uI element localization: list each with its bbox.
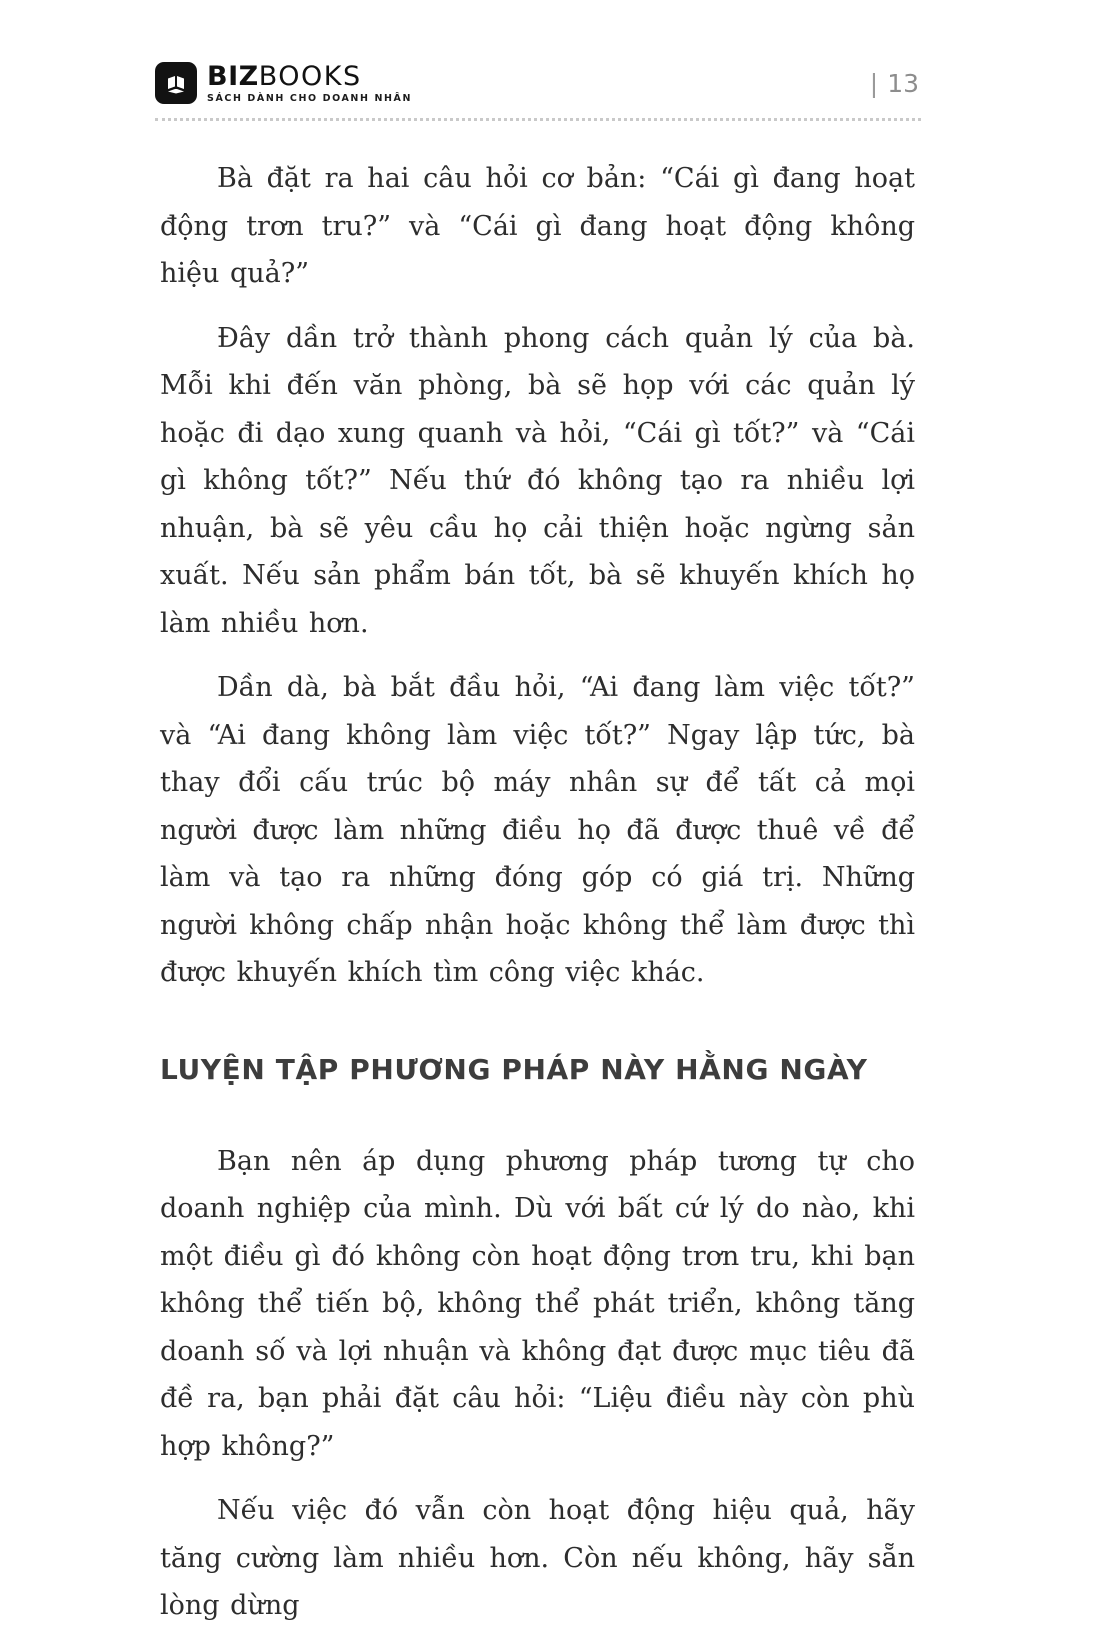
brand-text [207, 60, 413, 104]
paragraph: Bạn nên áp dụng phương pháp tương tự cho doanh nghiệp của mình. Dù với bất cứ lý do nào, khi một điều gì đó không còn hoạt động trơn tru, khi bạn không thể tiến bộ, không thể phát triển, không tăng doanh số và lợi nhuận và không đạt được mục tiêu đã đề ra, bạn phải đặt câu hỏi: “Liệu điều này còn phù hợp không?” [160, 1145, 915, 1462]
bizbooks-logo [155, 62, 412, 104]
section-heading: LUYỆN TẬP PHƯƠNG PHÁP NÀY HẰNG NGÀY [160, 1052, 868, 1086]
brand-name-books: BOOKS [258, 60, 362, 92]
brand-tagline: SÁCH DÀNH CHO DOANH NHÂN [207, 92, 413, 104]
page-number-value: 13 [887, 68, 919, 98]
paragraph: Đây dần trở thành phong cách quản lý của bà. Mỗi khi đến văn phòng, bà sẽ họp với các quản lý hoặc đi dạo xung quanh và hỏi, “Cái gì tốt?” và “Cái gì không tốt?” Nếu thứ đó không tạo ra nhiều lợi nhuận, bà sẽ yêu cầu họ cải thiện hoặc ngừng sản xuất. Nếu sản phẩm bán tốt, bà sẽ khuyến khích họ làm nhiều hơn. [160, 322, 915, 639]
brand-name-biz: BIZ [207, 60, 259, 92]
page-content [160, 155, 915, 1646]
bizbooks-logo-icon [155, 62, 197, 104]
brand-name [207, 60, 412, 92]
paragraph: Nếu việc đó vẫn còn hoạt động hiệu quả, hãy tăng cường làm nhiều hơn. Còn nếu không, hãy sẵn lòng dừng [160, 1495, 915, 1621]
paragraph: Dần dà, bà bắt đầu hỏi, “Ai đang làm việc tốt?” và “Ai đang không làm việc tốt?” Ngay lập tức, bà thay đổi cấu trúc bộ máy nhân sự để tất cả mọi người được làm những điều họ đã được thuê về để làm và tạo ra những đóng góp có giá trị. Những người không chấp nhận hoặc không thể làm được thì được khuyến khích tìm công việc khác. [160, 672, 915, 988]
paragraph: Bà đặt ra hai câu hỏi cơ bản: “Cái gì đang hoạt động trơn tru?” và “Cái gì đang hoạt động không hiệu quả?” [160, 163, 915, 289]
page-header [155, 62, 919, 104]
header-divider [155, 118, 921, 121]
page-number [870, 69, 919, 98]
page-number-separator: | [869, 68, 879, 98]
